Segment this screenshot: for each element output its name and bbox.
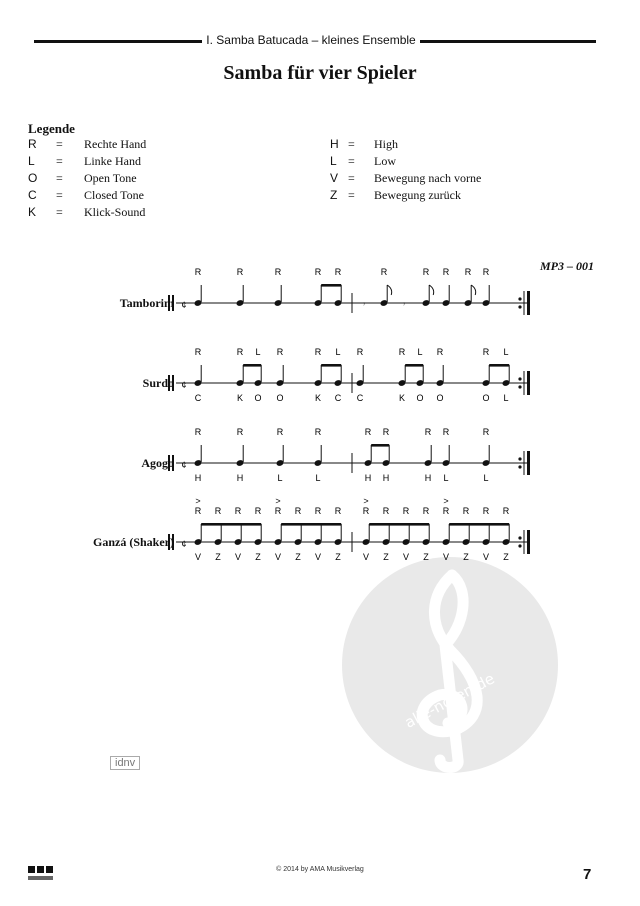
sticking-label: R bbox=[442, 267, 450, 277]
sticking-label: R bbox=[274, 506, 282, 516]
instrument-label-ganza: Ganzá (Shaker) bbox=[93, 535, 174, 549]
beam bbox=[243, 364, 261, 367]
sticking-label: R bbox=[276, 427, 284, 437]
tone-label: L bbox=[503, 393, 509, 403]
legend-key: C bbox=[28, 188, 37, 202]
page-title: Samba für vier Spieler bbox=[223, 62, 417, 84]
sticking-label: R bbox=[380, 267, 388, 277]
section-header: I. Samba Batucada – kleines Ensemble bbox=[206, 33, 416, 47]
tone-label: K bbox=[236, 393, 244, 403]
tone-label: H bbox=[424, 473, 432, 483]
watermark-text: alle-noten.de bbox=[401, 669, 498, 732]
sticking-label: R bbox=[334, 506, 342, 516]
repeat-dot bbox=[518, 305, 521, 308]
repeat-dot bbox=[518, 457, 521, 460]
sticking-label: R bbox=[482, 347, 490, 357]
tone-label: K bbox=[314, 393, 322, 403]
beam bbox=[201, 523, 261, 526]
accent-mark: > bbox=[363, 496, 369, 506]
tone-label: V bbox=[234, 552, 242, 562]
legend-row bbox=[330, 136, 590, 153]
sticking-label: R bbox=[194, 267, 202, 277]
sticking-label: R bbox=[424, 427, 432, 437]
accent-mark: > bbox=[195, 496, 201, 506]
tone-label: V bbox=[194, 552, 202, 562]
sticking-label: R bbox=[314, 267, 322, 277]
tone-label: L bbox=[483, 473, 489, 483]
sticking-label: R bbox=[214, 506, 222, 516]
tone-label: H bbox=[236, 473, 244, 483]
sticking-label: R bbox=[482, 267, 490, 277]
sticking-label: R bbox=[356, 347, 364, 357]
header-rule-right bbox=[420, 40, 596, 43]
sticking-label: R bbox=[314, 427, 322, 437]
legend-row bbox=[330, 153, 590, 170]
beam bbox=[281, 523, 341, 526]
cut-time-icon: ¢ bbox=[181, 300, 187, 310]
sticking-label: R bbox=[254, 506, 262, 516]
sticking-label: R bbox=[398, 347, 406, 357]
tone-label: Z bbox=[295, 552, 301, 562]
sticking-label: R bbox=[442, 427, 450, 437]
tone-label: V bbox=[274, 552, 282, 562]
sticking-label: R bbox=[334, 267, 342, 277]
legend-value: Klick-Sound bbox=[84, 205, 146, 219]
repeat-dot bbox=[518, 465, 521, 468]
sticking-label: R bbox=[422, 506, 430, 516]
repeat-dot bbox=[518, 377, 521, 380]
sticking-label: R bbox=[502, 506, 510, 516]
sticking-label: L bbox=[503, 347, 509, 357]
beam bbox=[489, 364, 509, 367]
legend-row bbox=[330, 187, 590, 204]
sticking-label: R bbox=[422, 267, 430, 277]
instrument-label-agogo: Agogo bbox=[141, 456, 174, 470]
sticking-label: R bbox=[462, 506, 470, 516]
legend-key: K bbox=[28, 205, 37, 219]
tone-label: Z bbox=[423, 552, 429, 562]
sticking-label: R bbox=[274, 267, 282, 277]
sticking-label: R bbox=[402, 506, 410, 516]
sticking-label: R bbox=[234, 506, 242, 516]
tone-label: O bbox=[254, 393, 262, 403]
tone-label: Z bbox=[503, 552, 509, 562]
tone-label: O bbox=[436, 393, 444, 403]
tone-label: L bbox=[315, 473, 321, 483]
sticking-label: R bbox=[276, 347, 284, 357]
note-flag bbox=[471, 285, 476, 295]
final-barline bbox=[527, 371, 530, 395]
note-flag bbox=[387, 285, 392, 295]
tone-label: C bbox=[356, 393, 364, 403]
legend-eq: = bbox=[56, 205, 63, 219]
legend-value: High bbox=[374, 137, 398, 151]
legend-value: Bewegung nach vorne bbox=[374, 171, 482, 185]
legend-row bbox=[28, 136, 288, 153]
legend-eq: = bbox=[56, 188, 63, 202]
legend-key: L bbox=[330, 154, 337, 168]
tone-label: O bbox=[276, 393, 284, 403]
legend-eq: = bbox=[56, 171, 63, 185]
legend-row bbox=[28, 153, 288, 170]
eighth-rest-icon: 𝄾 bbox=[362, 299, 366, 309]
tone-label: Z bbox=[335, 552, 341, 562]
repeat-dot bbox=[518, 544, 521, 547]
legend-key: L bbox=[28, 154, 35, 168]
legend-eq: = bbox=[348, 137, 355, 151]
sticking-label: R bbox=[194, 347, 202, 357]
legend-key: Z bbox=[330, 188, 338, 202]
sticking-label: R bbox=[442, 506, 450, 516]
beam bbox=[371, 444, 389, 447]
beam bbox=[405, 364, 423, 367]
tone-label: V bbox=[362, 552, 370, 562]
repeat-dot bbox=[518, 297, 521, 300]
legend-value: Low bbox=[374, 154, 396, 168]
final-barline bbox=[527, 530, 530, 554]
sticking-label: R bbox=[382, 506, 390, 516]
page-number: 7 bbox=[583, 866, 592, 883]
sticking-label: R bbox=[464, 267, 472, 277]
beam bbox=[369, 523, 429, 526]
tone-label: H bbox=[364, 473, 372, 483]
final-barline bbox=[527, 291, 530, 315]
repeat-dot bbox=[518, 385, 521, 388]
legend-value: Bewegung zurück bbox=[374, 188, 461, 202]
accent-mark: > bbox=[443, 496, 449, 506]
track-label: MP3 – 001 bbox=[540, 259, 594, 273]
legend-eq: = bbox=[56, 137, 63, 151]
legend-row bbox=[28, 170, 288, 187]
instrument-label-tamborim: Tamborim bbox=[119, 296, 174, 310]
legend-eq: = bbox=[348, 154, 355, 168]
tone-label: V bbox=[314, 552, 322, 562]
legend-value: Closed Tone bbox=[84, 188, 144, 202]
sticking-label: R bbox=[236, 347, 244, 357]
legend-title: Legende bbox=[28, 121, 75, 136]
sticking-label: R bbox=[362, 506, 370, 516]
header-rule-left bbox=[34, 40, 202, 43]
tone-label: C bbox=[334, 393, 342, 403]
sticking-label: R bbox=[294, 506, 302, 516]
legend-value: Open Tone bbox=[84, 171, 137, 185]
tone-label: V bbox=[442, 552, 450, 562]
sticking-label: R bbox=[314, 506, 322, 516]
sticking-label: R bbox=[194, 427, 202, 437]
legend-key: H bbox=[330, 137, 339, 151]
tone-label: C bbox=[194, 393, 202, 403]
legend-row bbox=[28, 187, 288, 204]
tone-label: H bbox=[194, 473, 202, 483]
accent-mark: > bbox=[275, 496, 281, 506]
tone-label: O bbox=[416, 393, 424, 403]
sticking-label: R bbox=[482, 506, 490, 516]
tone-label: L bbox=[277, 473, 283, 483]
tone-label: K bbox=[398, 393, 406, 403]
final-barline bbox=[527, 451, 530, 475]
copyright: © 2014 by AMA Musikverlag bbox=[276, 866, 364, 873]
sticking-label: R bbox=[382, 427, 390, 437]
cut-time-icon: ¢ bbox=[181, 380, 187, 390]
cut-time-icon: ¢ bbox=[181, 460, 187, 470]
beam bbox=[321, 284, 341, 287]
tone-label: H bbox=[382, 473, 390, 483]
tone-label: Z bbox=[383, 552, 389, 562]
tone-label: O bbox=[482, 393, 490, 403]
legend-right-column bbox=[330, 136, 590, 208]
sticking-label: R bbox=[236, 267, 244, 277]
legend-eq: = bbox=[348, 171, 355, 185]
legend-key: R bbox=[28, 137, 37, 151]
cut-time-icon: ¢ bbox=[181, 539, 187, 549]
sticking-label: R bbox=[482, 427, 490, 437]
tone-label: Z bbox=[463, 552, 469, 562]
repeat-dot bbox=[518, 536, 521, 539]
sticking-label: L bbox=[417, 347, 423, 357]
sticking-label: R bbox=[314, 347, 322, 357]
legend-key: V bbox=[330, 171, 339, 185]
legend-value: Linke Hand bbox=[84, 154, 141, 168]
beam bbox=[449, 523, 509, 526]
sticking-label: R bbox=[236, 427, 244, 437]
legend-eq: = bbox=[56, 154, 63, 168]
note-flag bbox=[429, 285, 434, 295]
tone-label: V bbox=[482, 552, 490, 562]
sticking-label: R bbox=[436, 347, 444, 357]
tone-label: Z bbox=[255, 552, 261, 562]
legend-eq: = bbox=[348, 188, 355, 202]
sticking-label: R bbox=[364, 427, 372, 437]
legend-left-column bbox=[28, 136, 288, 226]
beam bbox=[321, 364, 341, 367]
legend-row bbox=[28, 204, 288, 221]
legend-value: Rechte Hand bbox=[84, 137, 147, 151]
instrument-label-surdo: Surdo bbox=[142, 376, 174, 390]
idnv-badge: idnv bbox=[110, 756, 140, 770]
legend-key: O bbox=[28, 171, 38, 185]
legend-row bbox=[330, 170, 590, 187]
sticking-label: L bbox=[335, 347, 341, 357]
tone-label: L bbox=[443, 473, 449, 483]
sticking-label: R bbox=[194, 506, 202, 516]
eighth-rest-icon: 𝄾 bbox=[402, 299, 406, 309]
tone-label: Z bbox=[215, 552, 221, 562]
sticking-label: L bbox=[255, 347, 261, 357]
tone-label: V bbox=[402, 552, 410, 562]
